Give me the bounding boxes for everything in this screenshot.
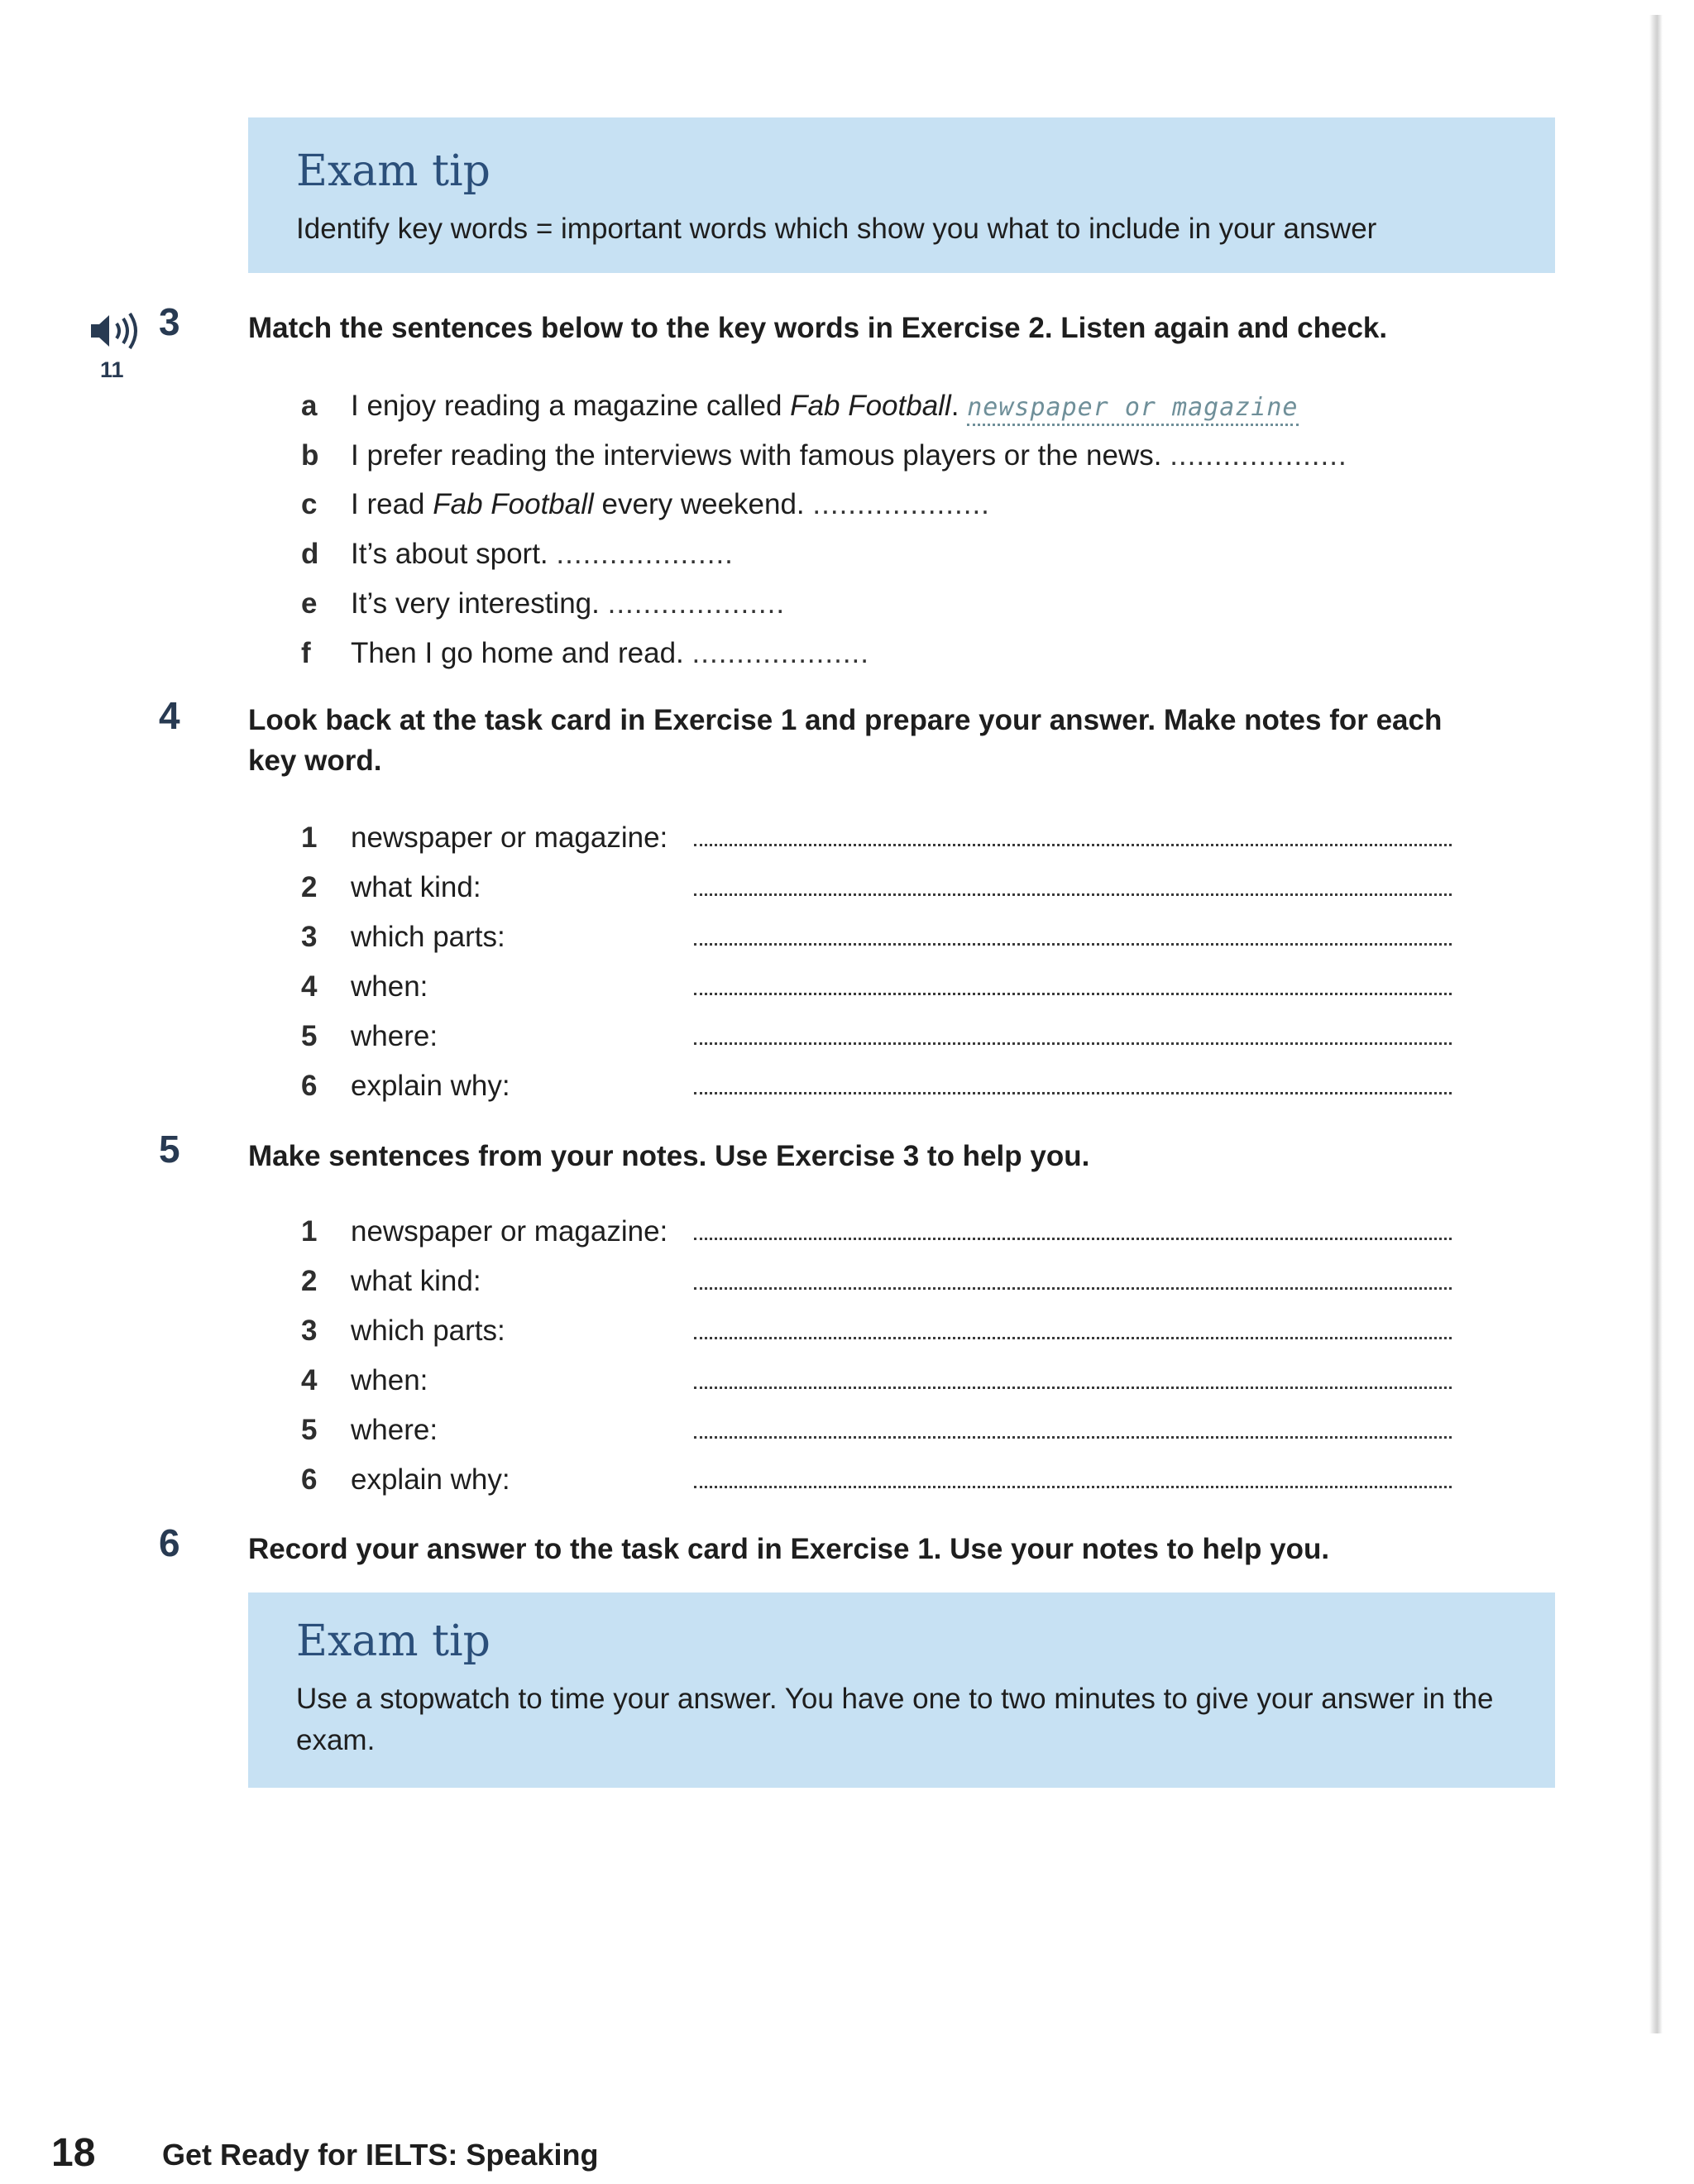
exam-tip-heading: Exam tip: [296, 1616, 490, 1666]
exam-tip-text: Identify key words = important words which show you what to include in your answer: [296, 212, 1377, 245]
note-row: [301, 917, 1459, 958]
dotted-answer-line[interactable]: [694, 943, 1452, 946]
note-row: [301, 1016, 1459, 1057]
exercise-6-instruction: Record your answer to the task card in Exercise 1. Use your notes to help you.: [248, 1533, 1330, 1565]
note-number: 2: [301, 1265, 318, 1297]
dotted-answer-line[interactable]: [694, 1042, 1452, 1045]
answer-blank[interactable]: ....................: [812, 488, 990, 520]
note-row: [301, 1360, 1459, 1401]
sentence-text: Then I go home and read.: [351, 637, 684, 669]
answer-blank[interactable]: ....................: [607, 587, 786, 620]
note-row: [301, 1261, 1459, 1302]
answer-blank[interactable]: ....................: [691, 637, 869, 669]
note-row: [301, 867, 1459, 908]
exam-tip-box-bottom: [248, 1592, 1555, 1788]
note-label: explain why:: [351, 1070, 510, 1102]
dotted-answer-line[interactable]: [694, 1436, 1452, 1439]
note-label: when:: [351, 970, 428, 1003]
note-row: [301, 1211, 1459, 1252]
note-number: 5: [301, 1414, 318, 1446]
exercise-3-item: [301, 484, 990, 525]
exercise-5-instruction: Make sentences from your notes. Use Exercise 3 to help you.: [248, 1140, 1090, 1172]
note-label: where:: [351, 1020, 438, 1052]
speaker-icon[interactable]: [88, 311, 144, 351]
item-label: a: [301, 390, 318, 422]
note-label: which parts:: [351, 1315, 505, 1347]
note-number: 3: [301, 921, 318, 953]
dotted-answer-line[interactable]: [694, 1337, 1452, 1339]
note-number: 6: [301, 1463, 318, 1496]
exercise-3-item: [301, 583, 785, 625]
note-label: explain why:: [351, 1463, 510, 1496]
item-label: c: [301, 488, 318, 520]
exam-tip-box-top: [248, 117, 1555, 273]
page-number: 18: [51, 2131, 96, 2175]
spacer: [805, 488, 813, 520]
dotted-answer-line[interactable]: [694, 1238, 1452, 1240]
dotted-answer-line[interactable]: [694, 893, 1452, 896]
sentence-text: It’s about sport.: [351, 538, 548, 570]
spacer: [548, 538, 557, 570]
spacer: [959, 390, 967, 422]
sentence-text: I read: [351, 488, 433, 520]
spacer: [1161, 439, 1170, 472]
sentence-text: It’s very interesting.: [351, 587, 600, 620]
item-label: e: [301, 587, 318, 620]
exercise-4-instruction: Look back at the task card in Exercise 1 and prepare your answer. Make notes for each key word.: [248, 704, 1443, 777]
exercise-number-3: 3: [159, 300, 180, 343]
note-number: 1: [301, 821, 318, 854]
exercise-3-item: [301, 386, 1299, 427]
exam-tip-heading: Exam tip: [296, 146, 490, 196]
note-row: [301, 1410, 1459, 1451]
handwritten-answer[interactable]: newspaper or magazine: [967, 393, 1298, 426]
sentence-italic: Fab Football: [790, 390, 951, 422]
note-label: newspaper or magazine:: [351, 821, 668, 854]
audio-track-number: 11: [100, 357, 124, 382]
exercise-3-instruction: Match the sentences below to the key words in Exercise 2. Listen again and check.: [248, 312, 1388, 344]
item-label: b: [301, 439, 319, 472]
exercise-3-item: [301, 534, 734, 575]
exercise-number-4: 4: [159, 694, 180, 737]
book-title: Get Ready for IELTS: Speaking: [162, 2138, 599, 2172]
sentence-text: I enjoy reading a magazine called: [351, 390, 791, 422]
sentence-text: .: [950, 390, 959, 422]
spacer: [600, 587, 608, 620]
note-row: [301, 966, 1459, 1008]
exam-tip-text: Use a stopwatch to time your answer. You have one to two minutes to give your answer in the exam.: [296, 1682, 1494, 1756]
note-number: 5: [301, 1020, 318, 1052]
sentence-text: I prefer reading the interviews with famous players or the news.: [351, 439, 1162, 472]
answer-blank[interactable]: ....................: [556, 538, 734, 570]
note-number: 4: [301, 1364, 318, 1396]
exercise-number-5: 5: [159, 1128, 180, 1171]
dotted-answer-line[interactable]: [694, 1287, 1452, 1290]
page-edge-shadow: [1649, 15, 1663, 2033]
exercise-3-item: [301, 633, 869, 674]
exercise-3-item: [301, 435, 1347, 477]
note-row: [301, 817, 1459, 859]
note-label: what kind:: [351, 871, 481, 903]
note-row: [301, 1066, 1459, 1107]
note-number: 2: [301, 871, 318, 903]
item-label: f: [301, 637, 311, 669]
dotted-answer-line[interactable]: [694, 844, 1452, 846]
note-number: 1: [301, 1215, 318, 1248]
answer-blank[interactable]: ....................: [1170, 439, 1347, 472]
note-label: which parts:: [351, 921, 505, 953]
note-label: where:: [351, 1414, 438, 1446]
note-label: what kind:: [351, 1265, 481, 1297]
sentence-text: every weekend.: [593, 488, 805, 520]
dotted-answer-line[interactable]: [694, 1387, 1452, 1389]
dotted-answer-line[interactable]: [694, 993, 1452, 995]
dotted-answer-line[interactable]: [694, 1092, 1452, 1094]
note-label: when:: [351, 1364, 428, 1396]
item-label: d: [301, 538, 319, 570]
spacer: [684, 637, 692, 669]
note-row: [301, 1459, 1459, 1501]
note-number: 4: [301, 970, 318, 1003]
note-number: 6: [301, 1070, 318, 1102]
note-number: 3: [301, 1315, 318, 1347]
note-row: [301, 1310, 1459, 1352]
exercise-number-6: 6: [159, 1521, 180, 1564]
note-label: newspaper or magazine:: [351, 1215, 668, 1248]
dotted-answer-line[interactable]: [694, 1486, 1452, 1488]
sentence-italic: Fab Football: [433, 488, 594, 520]
